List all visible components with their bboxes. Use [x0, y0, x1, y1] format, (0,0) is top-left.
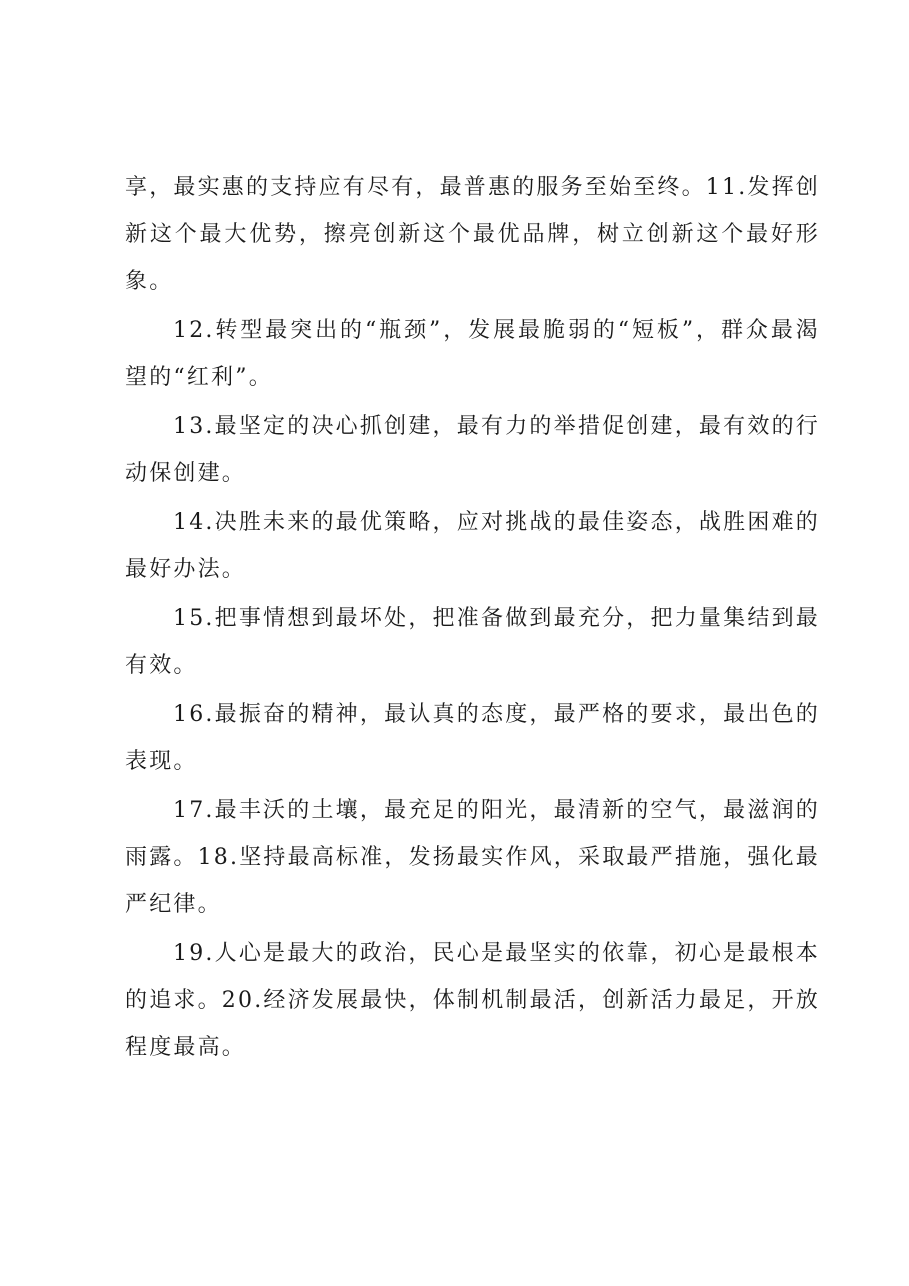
paragraph-17: 17.最丰沃的土壤，最充足的阳光，最清新的空气，最滋润的雨露。18.坚持最高标准，发扬最实作风，采取最严措施，强化最严纪律。 — [125, 798, 820, 917]
paragraph-15: 15.把事情想到最坏处，把准备做到最充分，把力量集结到最有效。 — [125, 606, 820, 678]
paragraph-19: 19.人心是最大的政治，民心是最坚实的依靠，初心是最根本的追求。20.经济发展最快，体制机制最活，创新活力最足，开放程度最高。 — [125, 941, 820, 1060]
paragraph-13: 13.最坚定的决心抓创建，最有力的举措促创建，最有效的行动保创建。 — [125, 414, 820, 486]
document-body — [125, 164, 820, 1073]
paragraph-continuation: 享，最实惠的支持应有尽有，最普惠的服务至始至终。11.发挥创新这个最大优势，擦亮创新这个最优品牌，树立创新这个最好形象。 — [125, 175, 820, 294]
paragraph-14: 14.决胜未来的最优策略，应对挑战的最佳姿态，战胜困难的最好办法。 — [125, 510, 820, 582]
paragraph-12: 12.转型最突出的“瓶颈”，发展最脆弱的“短板”，群众最渴望的“红利”。 — [125, 318, 820, 390]
paragraph-16: 16.最振奋的精神，最认真的态度，最严格的要求，最出色的表现。 — [125, 702, 820, 774]
